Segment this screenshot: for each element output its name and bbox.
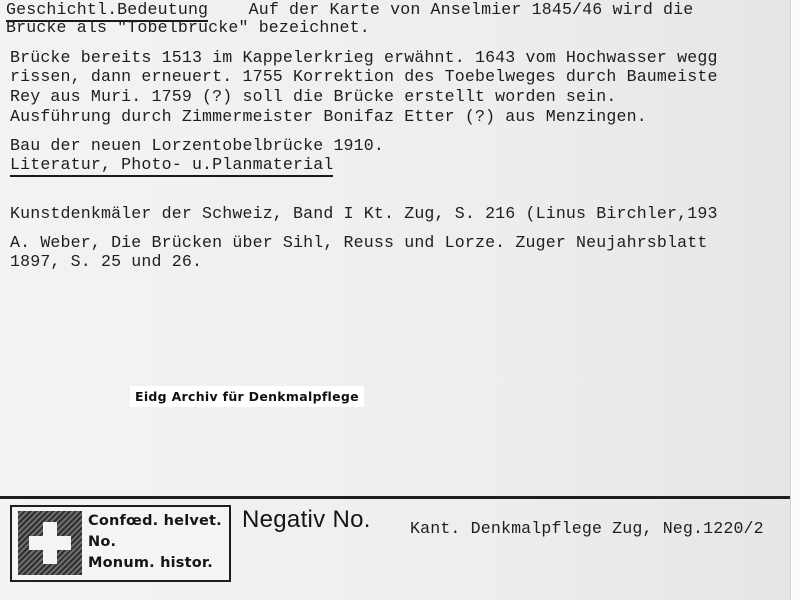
card-right-edge	[790, 0, 800, 600]
swiss-cross-icon	[18, 511, 82, 575]
new-bridge-text: Bau der neuen Lorzentobelbrücke 1910.	[10, 136, 384, 155]
confoed-stamp-box	[10, 505, 231, 582]
cross-horizontal-bar	[29, 536, 71, 550]
literature-entry-2-line-1: A. Weber, Die Brücken über Sihl, Reuss und Lorze. Zuger Neujahrsblatt	[10, 233, 708, 252]
literature-label: Literatur, Photo- u.Planmaterial	[10, 155, 333, 177]
negativ-no-label: Negativ No.	[242, 506, 371, 533]
confoed-helvet-label: Confœd. helvet.	[88, 513, 222, 529]
header-line-1	[6, 0, 693, 19]
literature-heading-line	[10, 155, 333, 174]
confoed-no-label: No.	[88, 534, 117, 550]
bottom-divider	[0, 496, 790, 499]
negative-reference: Kant. Denkmalpflege Zug, Neg.1220/2	[410, 519, 764, 538]
header-line-2: Brücke als "Tobelbrücke" bezeichnet.	[6, 18, 370, 37]
history-line-4: Ausführung durch Zimmermeister Bonifaz Etter (?) aus Menzingen.	[10, 107, 647, 126]
archive-stamp-label: Eidg Archiv für Denkmalpflege	[130, 386, 364, 407]
section-label-geschichtl-bedeutung: Geschichtl.Bedeutung	[6, 0, 208, 22]
header-line-1-rest: Auf der Karte von Anselmier 1845/46 wird die	[248, 0, 694, 19]
history-line-1: Brücke bereits 1513 im Kappelerkrieg erwähnt. 1643 vom Hochwasser wegg	[10, 48, 718, 67]
literature-entry-1: Kunstdenkmäler der Schweiz, Band I Kt. Zug, S. 216 (Linus Birchler,193	[10, 204, 718, 223]
history-line-2: rissen, dann erneuert. 1755 Korrektion des Toebelweges durch Baumeiste	[10, 67, 718, 86]
literature-entry-2-line-2: 1897, S. 25 und 26.	[10, 252, 203, 271]
history-line-3: Rey aus Muri. 1759 (?) soll die Brücke erstellt worden sein.	[10, 87, 617, 106]
spacer	[208, 0, 248, 19]
monum-histor-label: Monum. histor.	[88, 555, 213, 571]
